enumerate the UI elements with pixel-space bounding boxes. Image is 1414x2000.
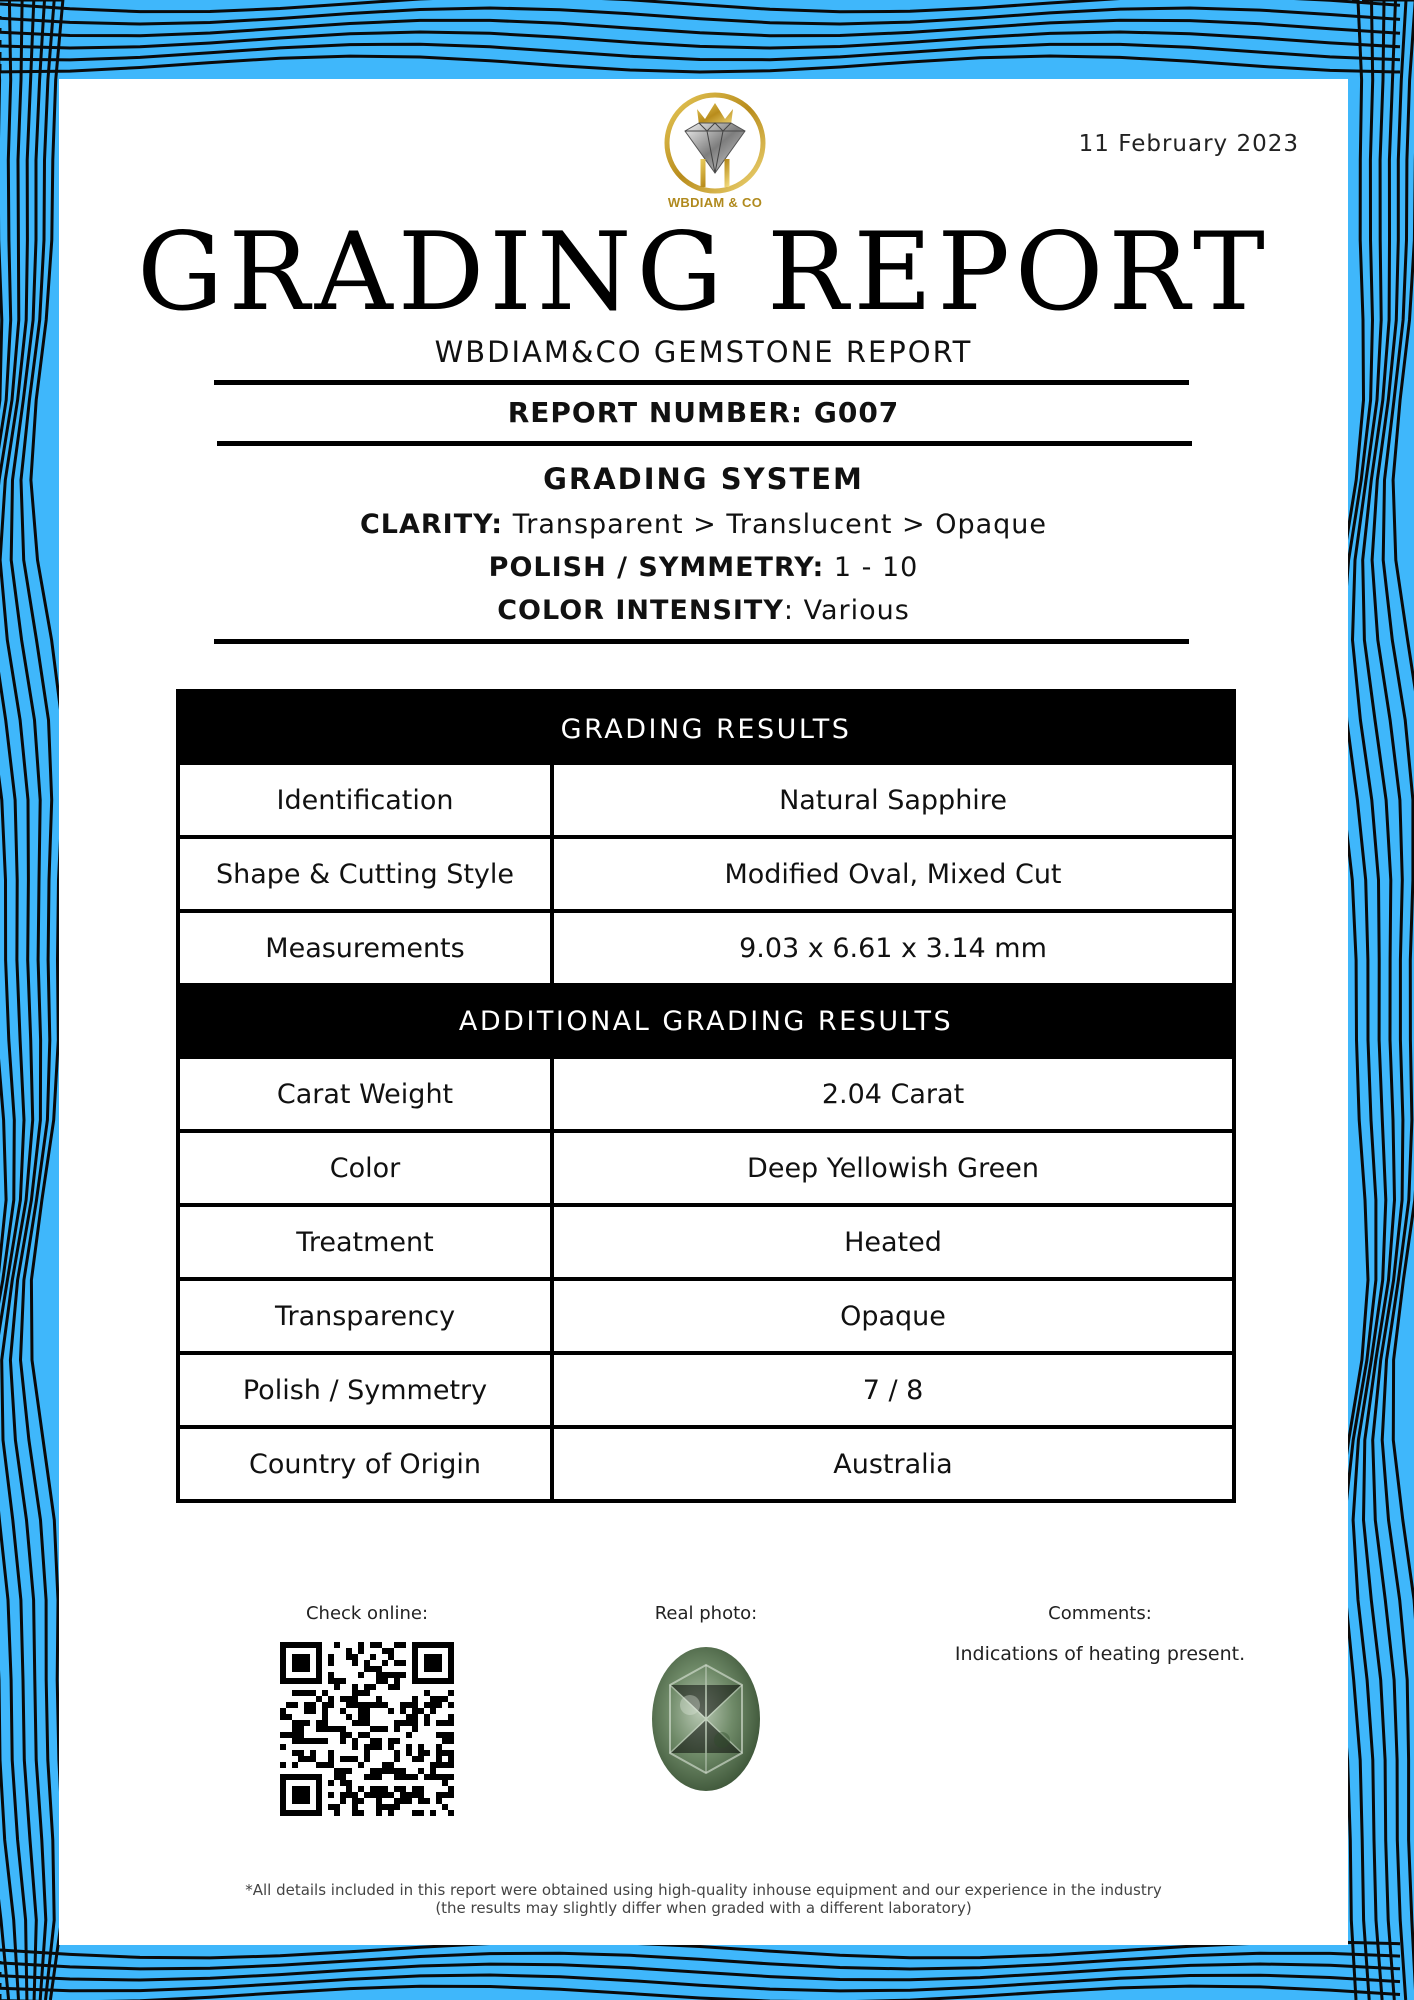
report-sheet: [59, 79, 1348, 1945]
divider: [217, 441, 1192, 446]
row-value: Heated: [554, 1207, 1232, 1277]
check-online-label: Check online:: [305, 1603, 429, 1624]
row-label: Transparency: [180, 1281, 550, 1351]
table-row: [180, 1207, 1232, 1277]
row-value: 7 / 8: [554, 1355, 1232, 1425]
row-label: Polish / Symmetry: [180, 1355, 550, 1425]
polish-label: POLISH / SYMMETRY:: [488, 552, 825, 583]
comments-text: Indications of heating present.: [954, 1643, 1246, 1665]
row-label: Identification: [180, 765, 550, 835]
company-logo: [655, 89, 775, 214]
report-date: 11 February 2023: [1078, 131, 1299, 157]
divider: [214, 639, 1189, 644]
table-row: [180, 839, 1232, 909]
row-value: Deep Yellowish Green: [554, 1133, 1232, 1203]
row-label: Shape & Cutting Style: [180, 839, 550, 909]
clarity-value: Transparent > Translucent > Opaque: [503, 509, 1048, 540]
row-label: Carat Weight: [180, 1059, 550, 1129]
page-title: GRADING REPORT: [137, 210, 1270, 335]
row-value: Modified Oval, Mixed Cut: [554, 839, 1232, 909]
table-row: [180, 1429, 1232, 1499]
report-number: REPORT NUMBER: G007: [507, 396, 900, 429]
contour-line: [0, 1964, 1400, 1980]
qr-code-icon: [280, 1642, 454, 1816]
grading-results-header: GRADING RESULTS: [180, 693, 1232, 765]
row-label: Treatment: [180, 1207, 550, 1277]
gemstone-photo: [650, 1645, 762, 1793]
color-intensity-scale: [59, 595, 1348, 626]
table-row: [180, 1281, 1232, 1351]
row-label: Color: [180, 1133, 550, 1203]
logo-text: WBDIAM & CO: [667, 195, 763, 210]
real-photo-label: Real photo:: [654, 1603, 758, 1624]
table-row: [180, 1059, 1232, 1129]
grading-system-title: GRADING SYSTEM: [543, 462, 864, 496]
grading-results-table: [176, 689, 1236, 1503]
additional-results-header: ADDITIONAL GRADING RESULTS: [180, 983, 1232, 1059]
page-subtitle: WBDIAM&CO GEMSTONE REPORT: [434, 335, 973, 369]
qr-code[interactable]: [280, 1642, 454, 1816]
divider: [214, 380, 1189, 385]
color-intensity-value: : Various: [783, 595, 910, 626]
diamond-crown-icon: [655, 89, 775, 197]
disclaimer-line-2: (the results may slightly differ when graded with a different laboratory): [435, 1899, 972, 1917]
row-label: Measurements: [180, 913, 550, 983]
table-row: [180, 1133, 1232, 1203]
color-intensity-label: COLOR INTENSITY: [497, 595, 784, 626]
disclaimer: [119, 1881, 1288, 1917]
row-value: Natural Sapphire: [554, 765, 1232, 835]
row-value: Australia: [554, 1429, 1232, 1499]
disclaimer-line-1: *All details included in this report were obtained using high-quality inhouse equipment and our experience in the industry: [245, 1881, 1162, 1899]
row-value: 2.04 Carat: [554, 1059, 1232, 1129]
table-row: [180, 913, 1232, 983]
comments-label: Comments:: [1048, 1603, 1152, 1624]
polish-scale: [59, 552, 1348, 583]
contour-line: [0, 0, 1400, 12]
row-label: Country of Origin: [180, 1429, 550, 1499]
table-row: [180, 1355, 1232, 1425]
row-value: Opaque: [554, 1281, 1232, 1351]
clarity-label: CLARITY:: [359, 509, 504, 540]
clarity-scale: [59, 509, 1348, 540]
row-value: 9.03 x 6.61 x 3.14 mm: [554, 913, 1232, 983]
table-row: [180, 765, 1232, 835]
contour-line: [0, 0, 19, 2000]
polish-value: 1 - 10: [824, 552, 919, 583]
